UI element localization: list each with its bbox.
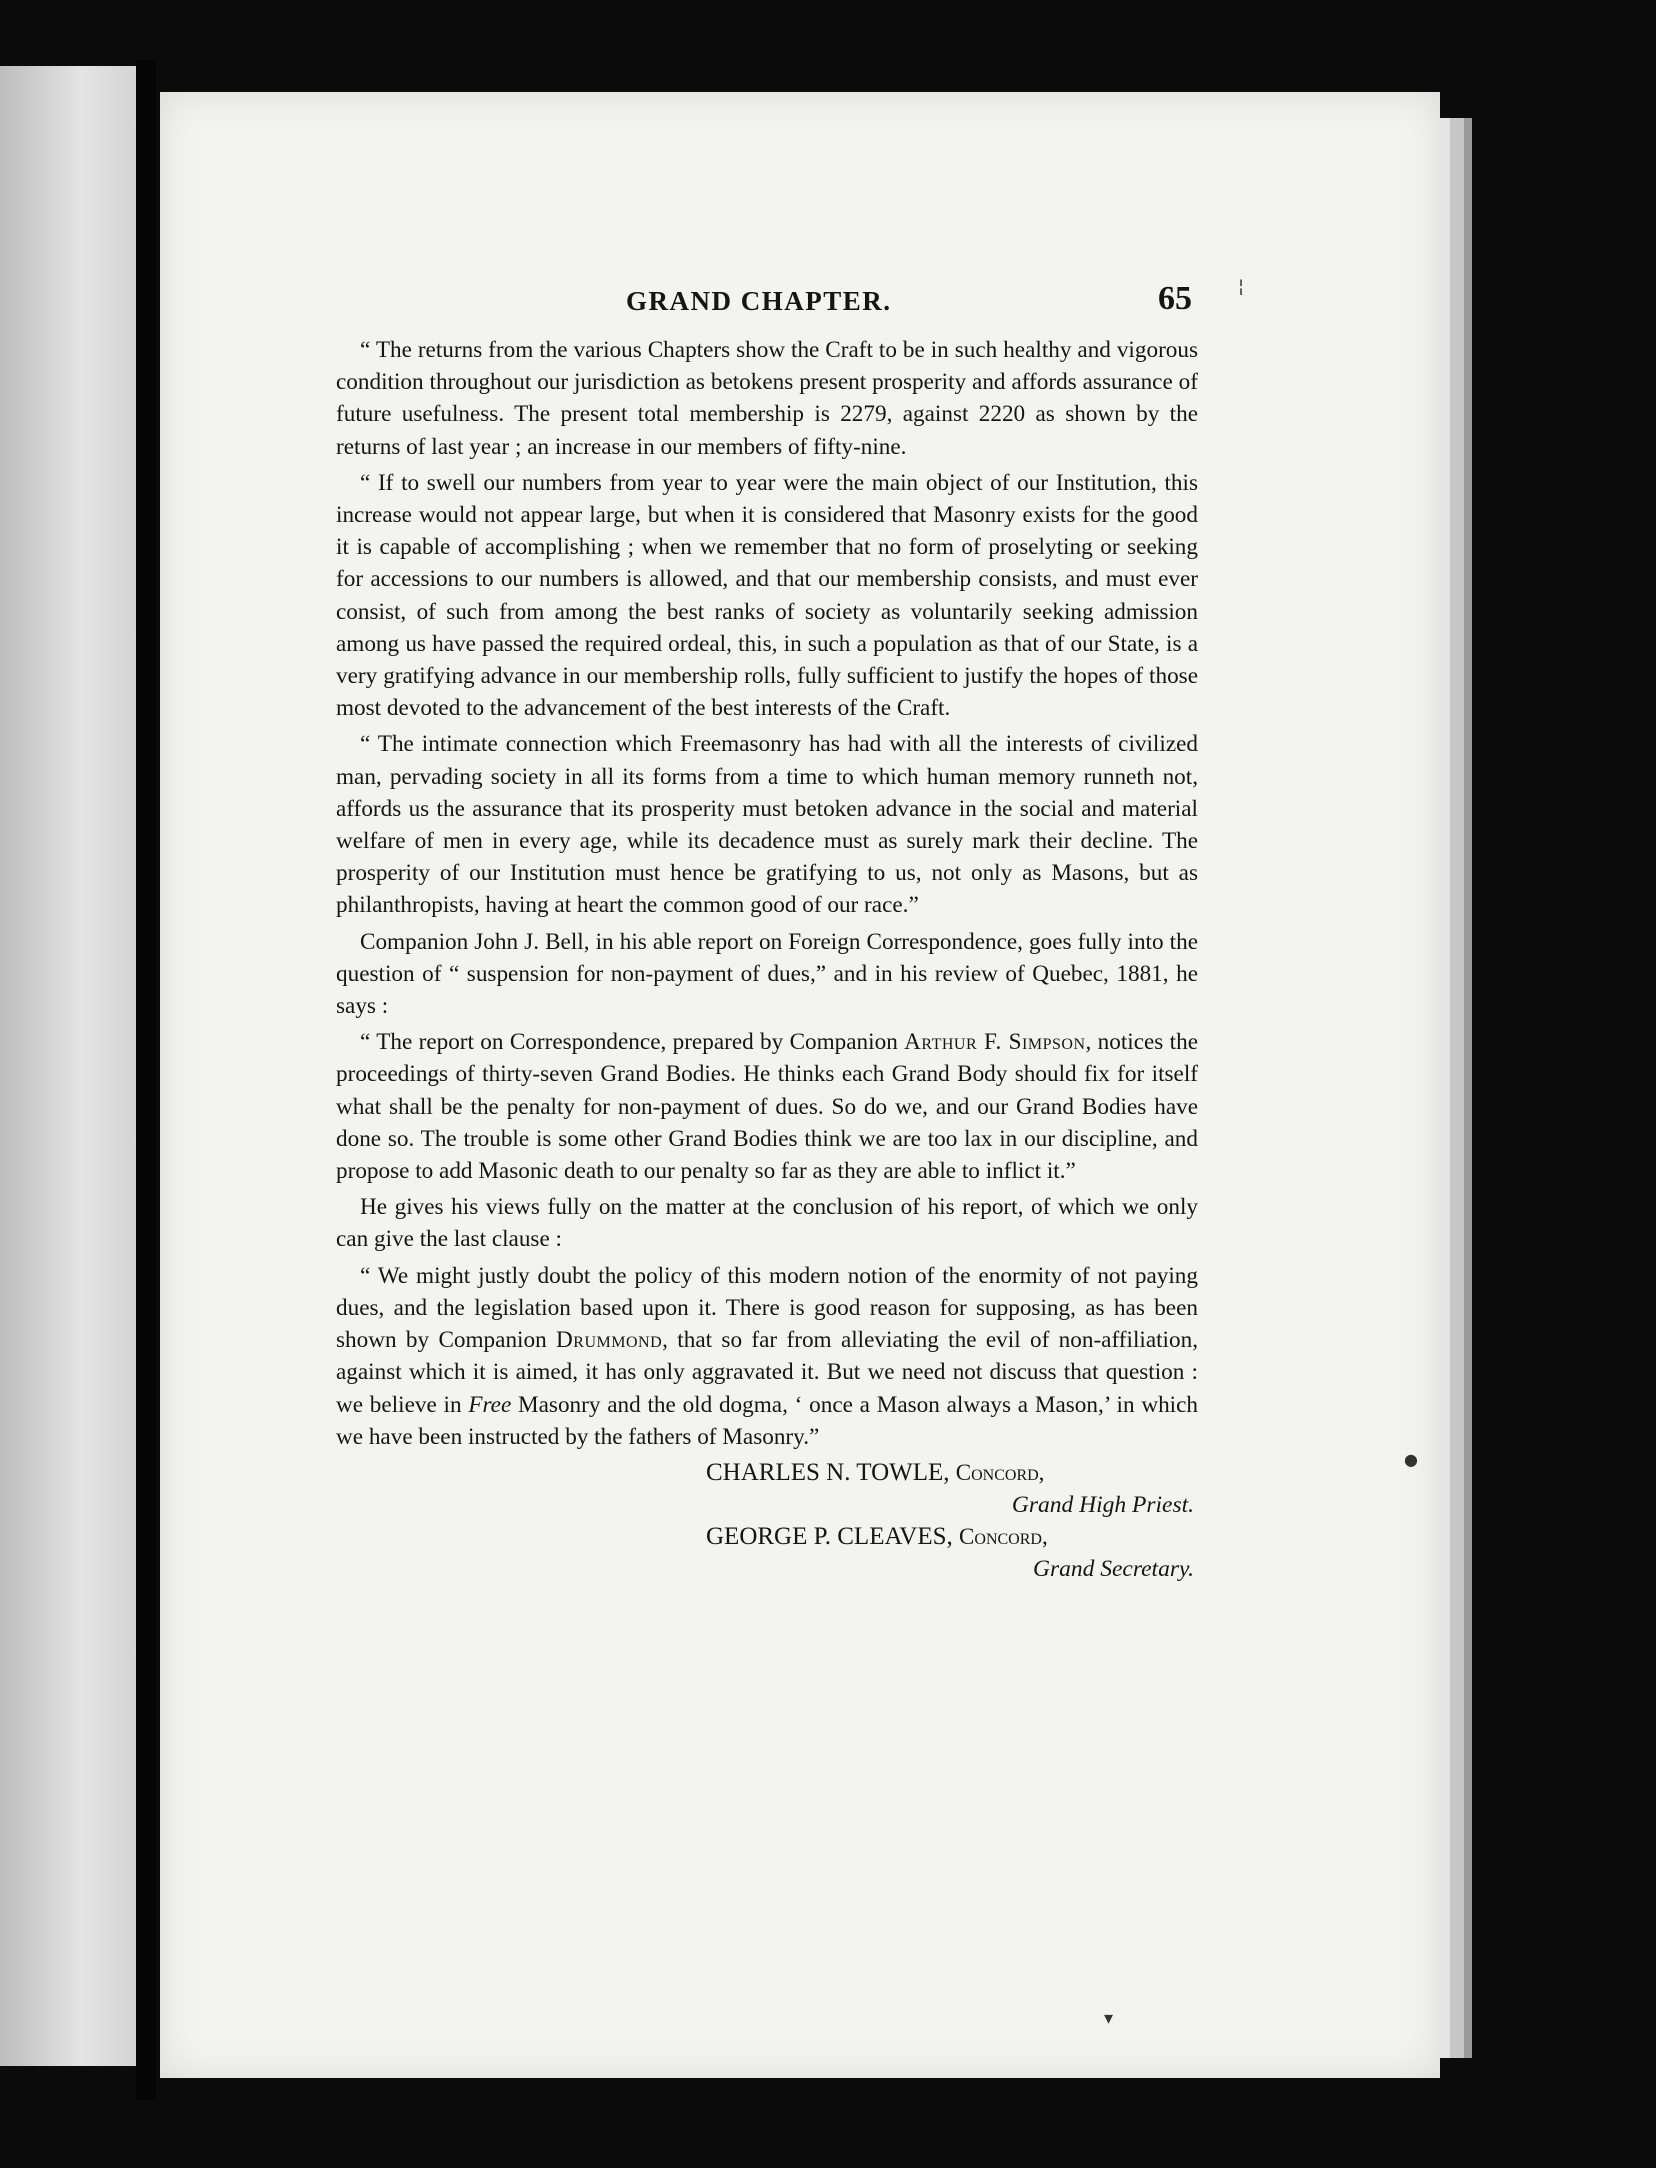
paragraph: Companion John J. Bell, in his able report on Foreign Correspondence, goes fully into the question of “ suspension for non-payment of dues,” and in his review of Quebec, 1881, he says : [336,928,1198,1020]
paragraph-text: “ The report on Correspondence, prepared by Companion [360,1029,905,1056]
paragraph-text: , notices the proceedings of thirty-seven Grand Bodies. He thinks each Grand Body should fix for itself what shall be the penalty for non-payment of dues. So do we, and our Grand Bodies have done so. The trouble is some other Grand Bodies think we are too lax in our discipline, and propose to add Masonic death to our penalty so far as they are able to inflict it.” [336,1029,1198,1185]
paragraph [336,1026,1198,1187]
running-head [336,280,1198,326]
paragraph: “ The returns from the various Chapters show the Craft to be in such healthy and vigorous condition throughout our jurisdiction as betokens present prosperity and affords assurance of future usefulness. The present total membership is 2279, against 2220 as shown by the returns of last year ; an increase in our members of fifty-nine. [336,337,1198,460]
signature-block [336,1457,1198,1585]
paragraph-text: , that so far from alleviating the evil of non-affiliation, against which it is aimed, it has only aggravated it. But we need not discuss that question : we believe in [336,1327,1198,1418]
book-gutter [136,60,156,2100]
signatory-title: Grand High Priest. [1011,1491,1194,1518]
paragraph: “ The intimate connection which Freemasonry has had with all the interests of civilized man, pervading society in all its forms from a time to which human memory runneth not, affords us the assurance that its prosperity must betoken advance in the social and material welfare of men in every age, while its decadence must as surely mark their decline. The prosperity of our Institution must hence be gratifying to us, not only as Masons, but as philanthropists, having at heart the common good of our race.” [336,731,1198,919]
scan-speck: ▾ [1104,2008,1114,2029]
signatory-name-line [336,1457,1198,1489]
page-number: 65 [1158,280,1192,317]
signatory-place: Concord, [955,1459,1045,1485]
page-text [336,280,1198,1585]
signatory-title: Grand Secretary. [1033,1555,1194,1582]
paragraph-text: Masonry and the old dogma, ‘ once a Mason always a Mason,’ in which we have been instructed by the fathers of Masonry.” [336,1391,1198,1450]
paragraph: He gives his views fully on the matter at the conclusion of his report, of which we only can give the last clause : [336,1194,1198,1253]
signatory-name: CHARLES N. TOWLE, [706,1458,950,1486]
page-stack-edge [1450,118,1464,2058]
paragraph [336,1260,1198,1453]
paragraph: “ If to swell our numbers from year to year were the main object of our Institution, this increase would not appear large, but when it is considered that Masonry exists for the good it is capable of accomplishing ; when we remember that no form of proselyting or seeking for accessions to our numbers is allowed, and that our membership consists, and must ever consist, of such from among the best ranks of society as voluntarily seeking admission among us have passed the required ordeal, this, in such a population as that of our State, is a very gratifying advance in our membership rolls, fully sufficient to justify the hopes of those most devoted to the advancement of the best interests of the Craft. [336,469,1198,722]
scan-speck: ¦ [1238,276,1245,297]
paragraph-text: “ We might justly doubt the policy of this modern notion of the enormity of not paying dues, and the legislation based upon it. There is good reason for supposing, as has been shown by Companion [336,1262,1198,1354]
scan-speck: ● [1404,1450,1418,1469]
signatory-name-line [336,1521,1198,1553]
running-head-title: GRAND CHAPTER. [626,286,892,316]
signatory-name: GEORGE P. CLEAVES, [706,1522,953,1550]
page-stack-edge [1440,118,1450,2058]
facing-page-edge [0,66,150,2066]
person-name: Arthur F. Simpson [904,1029,1086,1056]
person-name: Drummond [556,1327,663,1354]
signatory-place: Concord, [959,1523,1048,1549]
italic-word: Free [468,1391,512,1418]
page-stack-edge [1464,118,1472,2058]
